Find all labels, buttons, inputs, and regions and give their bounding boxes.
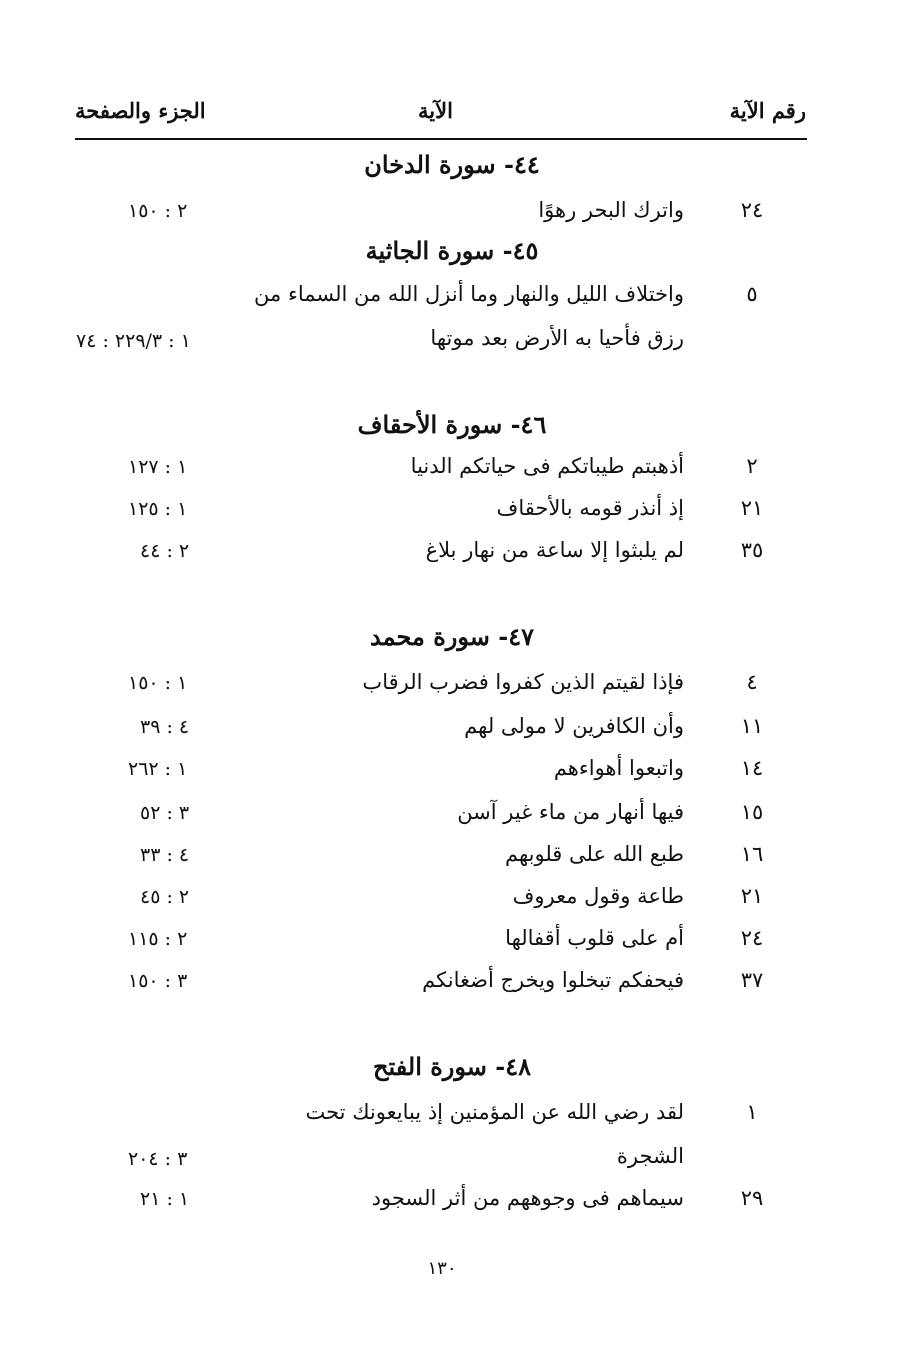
verse-reference: ٣ : ٢٠٤ <box>128 1148 188 1170</box>
verse-number: ٣٥ <box>740 538 764 562</box>
verse-text: أم على قلوب أقفالها <box>505 926 684 950</box>
verse-reference: ١ : ١٢٥ <box>128 498 188 520</box>
verse-text-continued: الشجرة <box>616 1144 684 1168</box>
verse-reference: ٢ : ٤٤ <box>140 540 190 562</box>
verse-text: فإذا لقيتم الذين كفروا فضرب الرقاب <box>362 670 684 694</box>
verse-reference: ٢ : ١٥٠ <box>128 200 188 222</box>
sura-title: ٤٨- سورة الفتح <box>373 1052 531 1081</box>
verse-reference: ١ : ١٢٧ <box>128 456 188 478</box>
verse-number: ١ <box>746 1100 758 1124</box>
sura-title: ٤٦- سورة الأحقاف <box>357 410 547 439</box>
verse-number: ١٦ <box>740 842 764 866</box>
verse-number: ٢ <box>746 454 758 478</box>
verse-reference: ٤ : ٣٣ <box>140 844 190 866</box>
verse-reference: ٤ : ٣٩ <box>140 716 190 738</box>
verse-text: لقد رضي الله عن المؤمنين إذ يبايعونك تحت <box>305 1100 684 1124</box>
verse-number: ٢٩ <box>740 1186 764 1210</box>
verse-number: ٢٤ <box>740 198 764 222</box>
verse-text: طبع الله على قلوبهم <box>504 842 684 866</box>
verse-text: إذ أنذر قومه بالأحقاف <box>496 496 684 520</box>
verse-number: ٣٧ <box>740 968 764 992</box>
verse-text-continued: رزق فأحيا به الأرض بعد موتها <box>430 326 684 350</box>
verse-number: ٢١ <box>740 884 764 908</box>
verse-number: ٤ <box>746 670 758 694</box>
verse-text: فيحفكم تبخلوا ويخرج أضغانكم <box>422 968 684 992</box>
verse-number: ٥ <box>746 282 758 306</box>
verse-reference: ١ : ٢٢٩/٣ : ٧٤ <box>76 330 191 352</box>
verse-number: ١٤ <box>740 756 764 780</box>
verse-reference: ١ : ١٥٠ <box>128 672 188 694</box>
verse-reference: ٢ : ١١٥ <box>128 928 188 950</box>
verse-reference: ٢ : ٤٥ <box>140 886 190 908</box>
verse-reference: ١ : ٢١ <box>140 1188 190 1210</box>
verse-reference: ٣ : ٥٢ <box>140 802 190 824</box>
verse-text: واختلاف الليل والنهار وما أنزل الله من السماء من <box>254 282 684 306</box>
header-col-ref: الجزء والصفحة <box>75 98 206 123</box>
page-number: ١٣٠ <box>427 1258 457 1279</box>
sura-title: ٤٤- سورة الدخان <box>364 150 540 179</box>
header-col-verse: الآية <box>418 98 453 123</box>
verse-text: واترك البحر رهوًا <box>538 198 684 222</box>
verse-text: وأن الكافرين لا مولى لهم <box>464 714 684 738</box>
verse-reference: ٣ : ١٥٠ <box>128 970 188 992</box>
verse-number: ٢٤ <box>740 926 764 950</box>
verse-number: ١١ <box>740 714 764 738</box>
verse-text: طاعة وقول معروف <box>512 884 684 908</box>
verse-number: ٢١ <box>740 496 764 520</box>
verse-number: ١٥ <box>740 800 764 824</box>
header-rule <box>75 138 807 140</box>
verse-text: لم يلبثوا إلا ساعة من نهار بلاغ <box>425 538 684 562</box>
verse-text: فيها أنهار من ماء غير آسن <box>457 800 684 824</box>
verse-text: أذهبتم طيباتكم فى حياتكم الدنيا <box>410 454 684 478</box>
sura-title: ٤٥- سورة الجاثية <box>365 236 539 265</box>
verse-text: سيماهم فى وجوههم من أثر السجود <box>371 1186 684 1210</box>
sura-title: ٤٧- سورة محمد <box>370 622 534 651</box>
header-col-number: رقم الآية <box>729 98 806 123</box>
verse-reference: ١ : ٢٦٢ <box>128 758 188 780</box>
verse-text: واتبعوا أهواءهم <box>553 756 684 780</box>
